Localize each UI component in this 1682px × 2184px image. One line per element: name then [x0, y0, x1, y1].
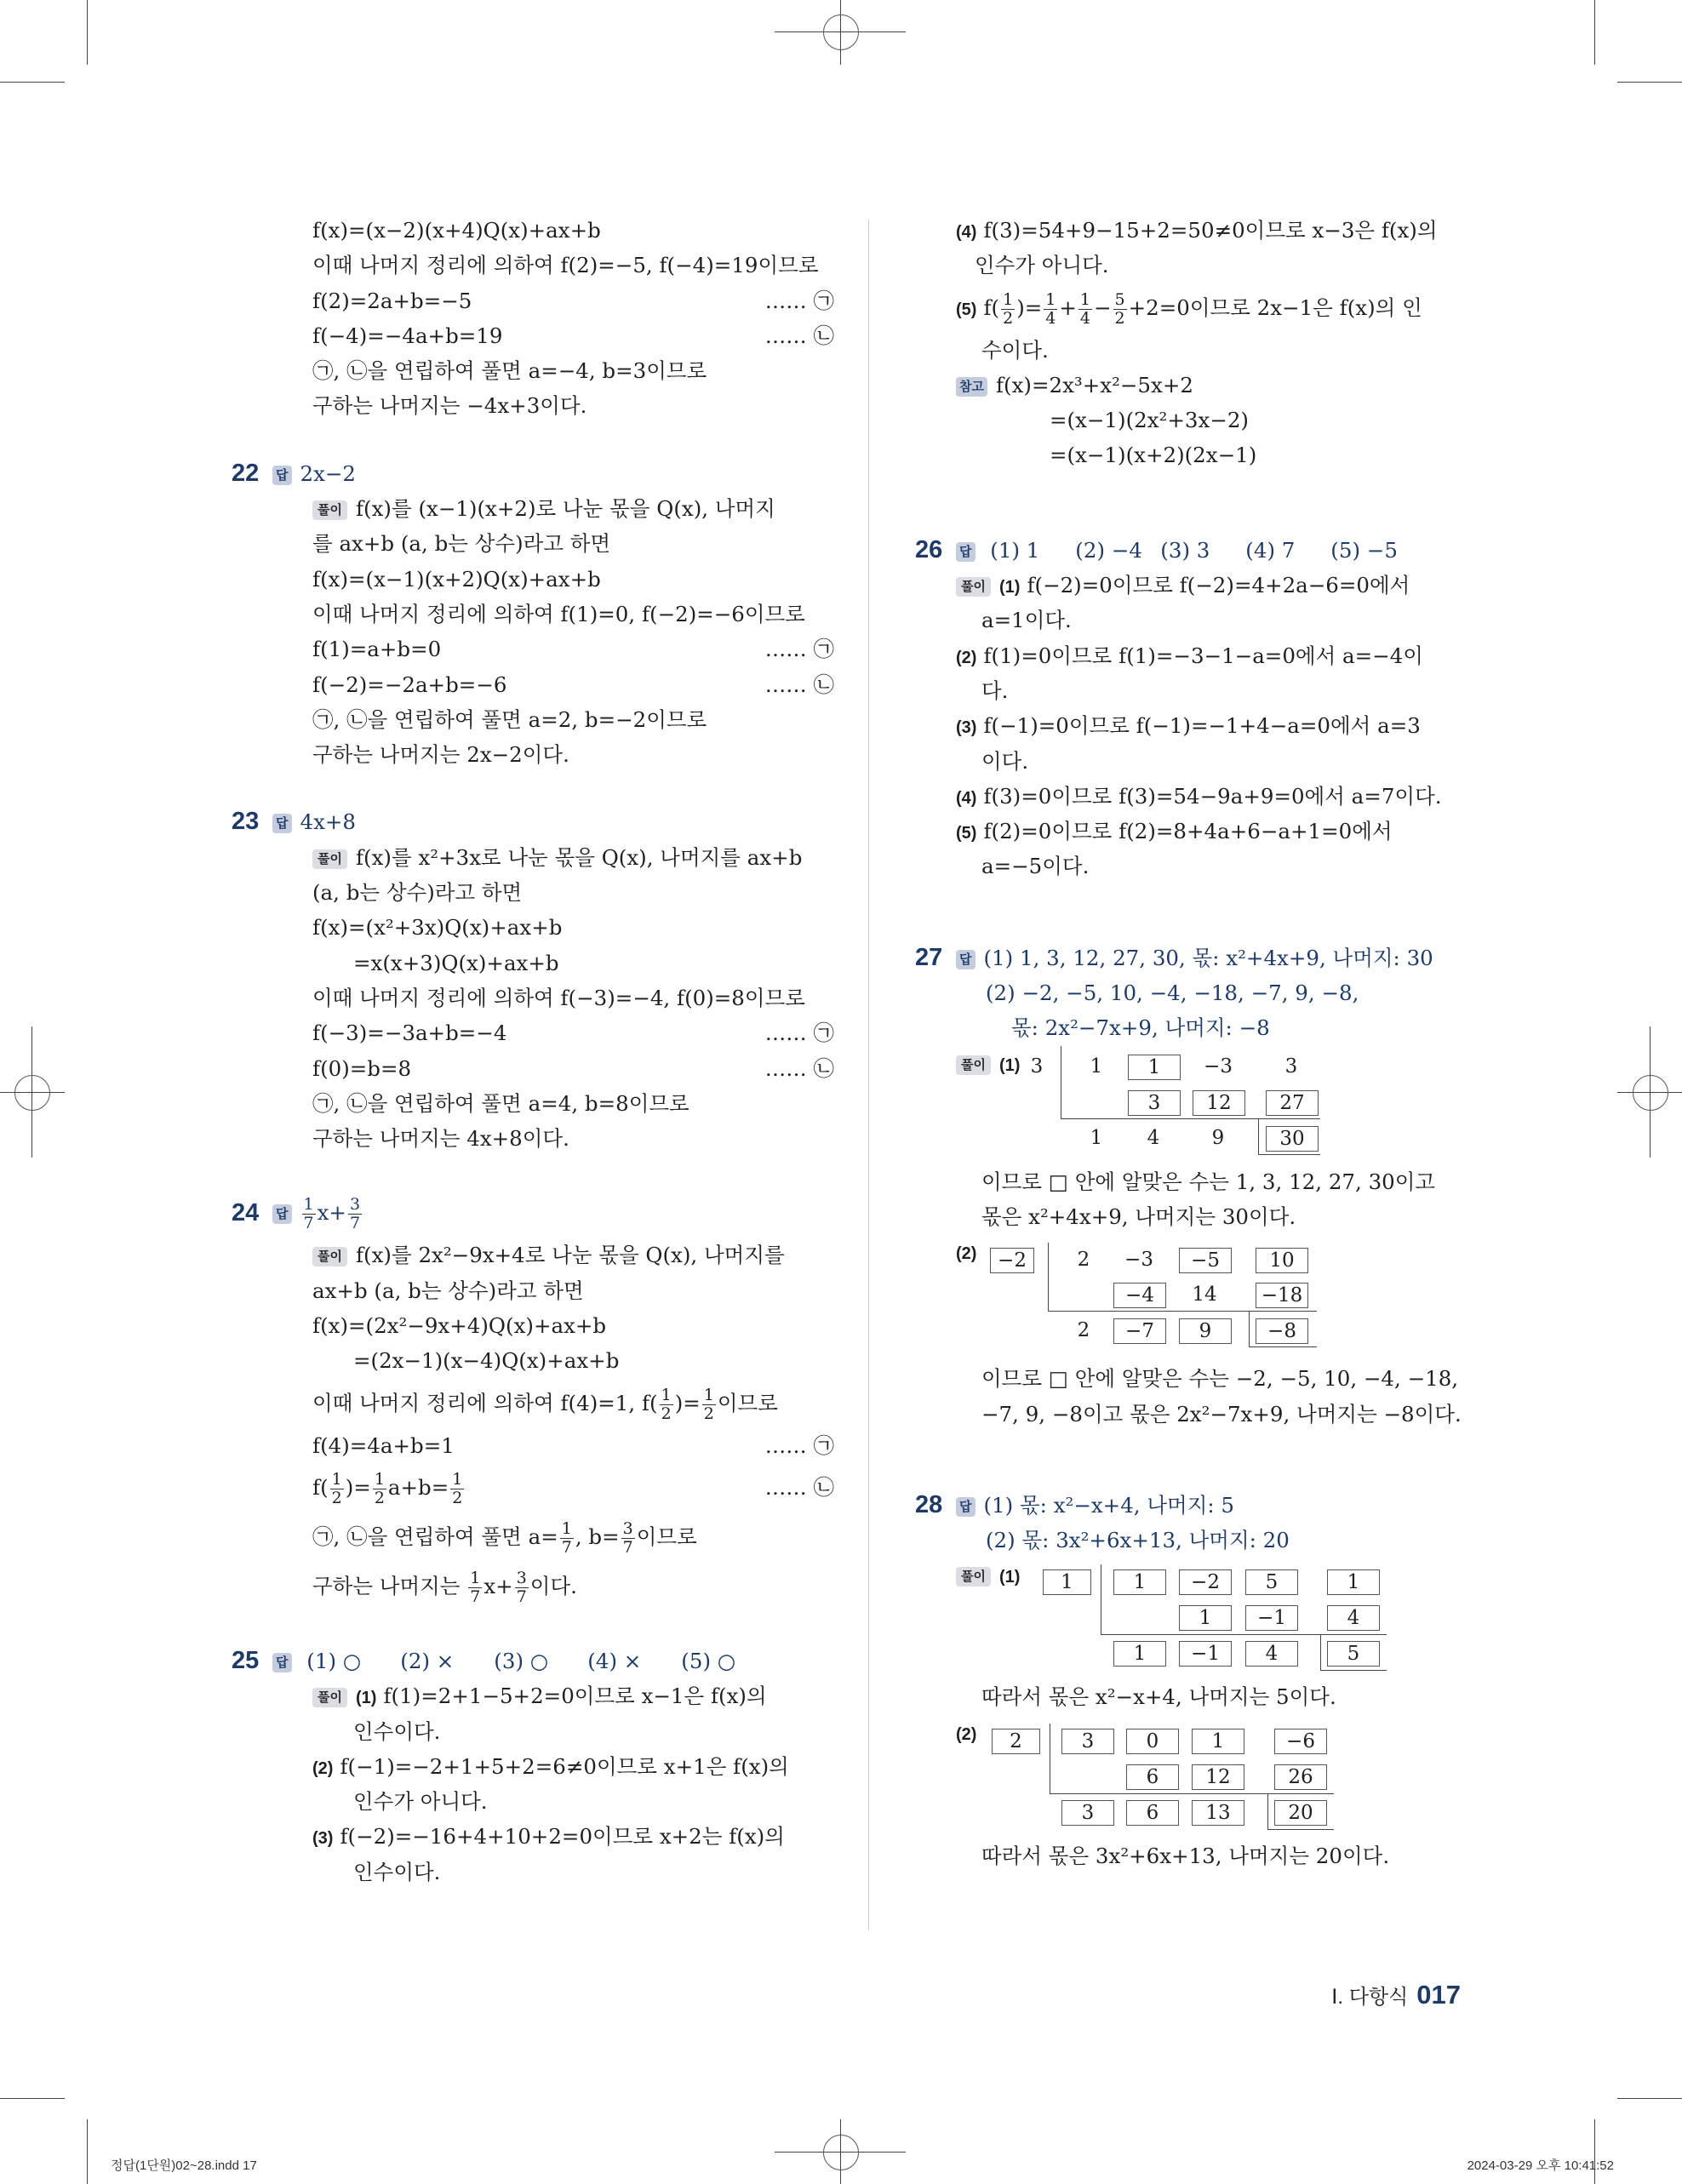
problem-25-header: 25 답 (1) ○ (2) × (3) ○ (4) × (5) ○	[272, 1644, 834, 1678]
note-line: 참고 f(x)=2x³+x²−5x+2	[956, 368, 1467, 403]
text-line: (3) f(−1)=0이므로 f(−1)=−1+4−a=0에서 a=3	[956, 713, 1421, 739]
text-line: 이때 나머지 정리에 의하여 f(−3)=−4, f(0)=8이므로	[312, 985, 805, 1010]
problem-number: 25	[232, 1646, 260, 1674]
text-line: ax+b (a, b는 상수)라고 하면	[312, 1278, 584, 1303]
solution-badge: 풀이	[312, 849, 347, 869]
text-line: 풀이 (1) f(−2)=0이므로 f(−2)=4+2a−6=0에서	[956, 568, 1467, 603]
text-line: 이때 나머지 정리에 의하여 f(4)=1, f( $\frac{1}{2}$ )= $\frac{1}{2}$ 이므로	[312, 1385, 778, 1423]
text-line: (5) f(2)=0이므로 f(2)=8+4a+6−a+1=0에서	[956, 819, 1393, 844]
text-line: 인수가 아니다.	[353, 1789, 488, 1815]
problem-number: 24	[232, 1199, 260, 1227]
text-line: ㉠, ㉡을 연립하여 풀면 a=−4, b=3이므로	[312, 358, 707, 384]
text-line: 이때 나머지 정리에 의하여 f(2)=−5, f(−4)=19이므로	[312, 253, 819, 278]
problem-number: 26	[915, 535, 943, 563]
problem-22-header	[232, 456, 834, 491]
problem-23-header	[232, 804, 834, 839]
section-label: Ⅰ. 다항식	[1331, 1986, 1409, 2009]
print-timestamp: 2024-03-29 오후 10:41:52	[1467, 2158, 1614, 2173]
text-line: f(x)=(2x²−9x+4)Q(x)+ax+b	[312, 1313, 607, 1339]
text-line: 따라서 몫은 3x²+6x+13, 나머지는 20이다.	[981, 1843, 1390, 1868]
answer-line: (2) 몫: 3x²+6x+13, 나머지: 20	[986, 1528, 1290, 1553]
crop-mark	[1594, 2119, 1595, 2184]
text-line: 풀이 (1) f(1)=2+1−5+2=0이므로 x−1은 f(x)의	[272, 1678, 834, 1713]
column-divider	[868, 220, 869, 1930]
answer-badge: 답	[956, 542, 975, 562]
solution-label: (2)	[956, 1244, 977, 1264]
text-line: (a, b는 상수)라고 하면	[312, 880, 523, 906]
problem-28-header: 28 답 (1) 몫: x²−x+4, 나머지: 5	[956, 1488, 1467, 1523]
synthetic-division-27-1: 3 1 1 −3 3 3 12 27 1 4 9 30	[956, 1046, 1467, 1161]
equation-line: f(1)=a+b=0 …… ㉠	[312, 637, 834, 662]
equation-line: f(−2)=−2a+b=−6 …… ㉡	[312, 672, 834, 697]
equation-line: f(−3)=−3a+b=−4 …… ㉠	[312, 1021, 834, 1046]
crop-mark	[0, 82, 65, 83]
answer-badge: 답	[956, 950, 975, 969]
text-line: a=1이다.	[981, 608, 1072, 633]
answer-badge: 답	[272, 1204, 292, 1224]
text-line: 이다.	[981, 748, 1029, 774]
equation-tag: …… ㉠	[764, 288, 834, 313]
solution-label: 풀이 (1)	[956, 1046, 1467, 1072]
equation-line: f( $\frac{1}{2}$ )= $\frac{1}{2}$ a+b= $\frac{1}{2}$ …… ㉡	[312, 1469, 834, 1507]
answer: 4x+8	[300, 809, 357, 835]
answer: 2x−2	[300, 460, 357, 486]
solution-badge: 풀이	[956, 1567, 991, 1587]
text-line: 이때 나머지 정리에 의하여 f(1)=0, f(−2)=−6이므로	[312, 601, 805, 626]
problem-27-header: 27 답 (1) 1, 3, 12, 27, 30, 몫: x²+4x+9, 나머지: 30	[956, 940, 1467, 975]
equation-line: f(4)=4a+b=1 …… ㉠	[312, 1432, 834, 1458]
text-line: =(2x−1)(x−4)Q(x)+ax+b	[353, 1348, 620, 1374]
text-line: (4) f(3)=54+9−15+2=50≠0이므로 x−3은 f(x)의	[956, 218, 1438, 243]
note-line: =(x−1)(2x²+3x−2)	[1050, 408, 1249, 433]
text-line: 인수가 아니다.	[975, 253, 1109, 278]
problem-number: 28	[915, 1490, 943, 1518]
text-line: ㉠, ㉡을 연립하여 풀면 a= $\frac{1}{7}$ , b= $\frac{3}{7}$ 이므로	[312, 1518, 697, 1557]
solution-badge: 풀이	[312, 1247, 347, 1266]
problem-number: 23	[232, 808, 260, 836]
text-line: (2) f(−1)=−2+1+5+2=6≠0이므로 x+1은 f(x)의	[312, 1753, 789, 1779]
equation-tag: …… ㉡	[764, 323, 834, 348]
synthetic-division-28-2: 2 3 0 1 −6 6 12 26 3 6 13 20	[956, 1724, 1467, 1838]
text-line: 구하는 나머지는 −4x+3이다.	[312, 393, 587, 419]
text-line: =x(x+3)Q(x)+ax+b	[353, 950, 559, 975]
page-footer	[1331, 1980, 1461, 2010]
problem-26-header: 26 답 (1) 1 (2) −4 (3) 3 (4) 7 (5) −5	[956, 533, 1467, 568]
text-line: 풀이 f(x)를 x²+3x로 나눈 몫을 Q(x), 나머지를 ax+b	[272, 840, 834, 875]
text-line: f(x)=(x−2)(x+4)Q(x)+ax+b	[312, 218, 601, 243]
text-line: f(x)=(x−1)(x+2)Q(x)+ax+b	[312, 566, 601, 592]
registration-mark	[1633, 1075, 1668, 1111]
registration-mark	[823, 2135, 859, 2170]
solution-badge: 풀이	[312, 1688, 347, 1707]
answer-line: 몫: 2x²−7x+9, 나머지: −8	[1011, 1015, 1270, 1041]
text-line: 구하는 나머지는 4x+8이다.	[312, 1126, 569, 1152]
text-line: 구하는 나머지는 2x−2이다.	[312, 742, 569, 768]
crop-mark	[1594, 0, 1595, 65]
text-line: 풀이 f(x)를 2x²−9x+4로 나눈 몫을 Q(x), 나머지를	[272, 1238, 834, 1272]
text-line: 이므로 □ 안에 알맞은 수는 1, 3, 12, 27, 30이고	[981, 1169, 1436, 1194]
text-line: −7, 9, −8이고 몫은 2x²−7x+9, 나머지는 −8이다.	[981, 1401, 1462, 1426]
text-line: (2) f(1)=0이므로 f(1)=−3−1−a=0에서 a=−4이	[956, 643, 1423, 668]
answer-line: (2) −2, −5, 10, −4, −18, −7, 9, −8,	[986, 981, 1359, 1006]
answer-badge: 답	[272, 1653, 292, 1672]
text-line: 풀이 f(x)를 (x−1)(x+2)로 나눈 몫을 Q(x), 나머지	[272, 491, 834, 526]
note-badge: 참고	[956, 377, 987, 397]
crop-mark	[87, 2119, 88, 2184]
text-line: (3) f(−2)=−16+4+10+2=0이므로 x+2는 f(x)의	[312, 1824, 785, 1850]
text-line: ㉠, ㉡을 연립하여 풀면 a=4, b=8이므로	[312, 1090, 689, 1116]
note-line: =(x−1)(x+2)(2x−1)	[1050, 443, 1257, 468]
synthetic-division-28-1: 1 1 −2 5 1 1 −1 4 1 −1 4 5	[956, 1564, 1467, 1679]
equation-line: f(2)=2a+b=−5 …… ㉠	[272, 283, 834, 318]
text-line: 몫은 x²+4x+9, 나머지는 30이다.	[981, 1203, 1296, 1229]
text-line: 인수이다.	[353, 1718, 441, 1744]
solution-label: (2)	[956, 1724, 977, 1744]
crop-mark	[1617, 82, 1682, 83]
answer: $\frac{1}{7}$ x+ $\frac{3}{7}$	[303, 1195, 361, 1233]
text-line: 다.	[981, 677, 1009, 703]
answer-badge: 답	[272, 814, 292, 833]
text-line: 수이다.	[981, 337, 1049, 363]
equation-line: f(−4)=−4a+b=19 …… ㉡	[272, 318, 834, 353]
answer-badge: 답	[272, 466, 292, 485]
problem-number: 27	[915, 943, 943, 971]
text-line: 인수이다.	[353, 1859, 441, 1884]
solution-badge: 풀이	[956, 577, 991, 597]
registration-mark	[823, 14, 859, 50]
text-line: (4) f(3)=0이므로 f(3)=54−9a+9=0에서 a=7이다.	[956, 783, 1442, 809]
crop-mark	[87, 0, 88, 65]
file-name: 정답(1단원)02~28.indd 17	[111, 2158, 257, 2173]
solution-label: 풀이 (1)	[956, 1558, 1467, 1583]
text-line: ㉠, ㉡을 연립하여 풀면 a=2, b=−2이므로	[312, 706, 707, 732]
crop-mark	[0, 2098, 65, 2099]
solution-badge: 풀이	[956, 1055, 991, 1075]
crop-mark	[1617, 2098, 1682, 2099]
text-line: 를 ax+b (a, b는 상수)라고 하면	[312, 531, 611, 557]
text-line: a=−5이다.	[981, 854, 1090, 879]
problem-number: 22	[232, 459, 260, 487]
problem-24-header	[232, 1188, 834, 1238]
text-line: f(x)=(x²+3x)Q(x)+ax+b	[312, 915, 563, 940]
text-line: (5) f( $\frac{1}{2}$ )= $\frac{1}{4}$ + $\frac{1}{4}$ − $\frac{5}{2}$ +2=0이므로 2x−1은 f(x)의 인	[956, 289, 1422, 328]
registration-mark	[14, 1075, 50, 1111]
page-number: 017	[1416, 1980, 1461, 2010]
solution-badge: 풀이	[312, 500, 347, 520]
left-column	[232, 213, 834, 1890]
equation-line: f(0)=b=8 …… ㉡	[312, 1055, 834, 1081]
right-column	[915, 213, 1467, 1873]
synthetic-division-27-2: −2 2 −3 −5 10 −4 14 −18 2 −7 9 −8	[956, 1243, 1467, 1358]
answer-badge: 답	[956, 1497, 975, 1517]
text-line: 따라서 몫은 x²−x+4, 나머지는 5이다.	[981, 1684, 1336, 1710]
text-line: 구하는 나머지는 $\frac{1}{7}$ x+ $\frac{3}{7}$ 이다.	[312, 1568, 577, 1606]
text-line: 이므로 □ 안에 알맞은 수는 −2, −5, 10, −4, −18,	[981, 1366, 1459, 1392]
